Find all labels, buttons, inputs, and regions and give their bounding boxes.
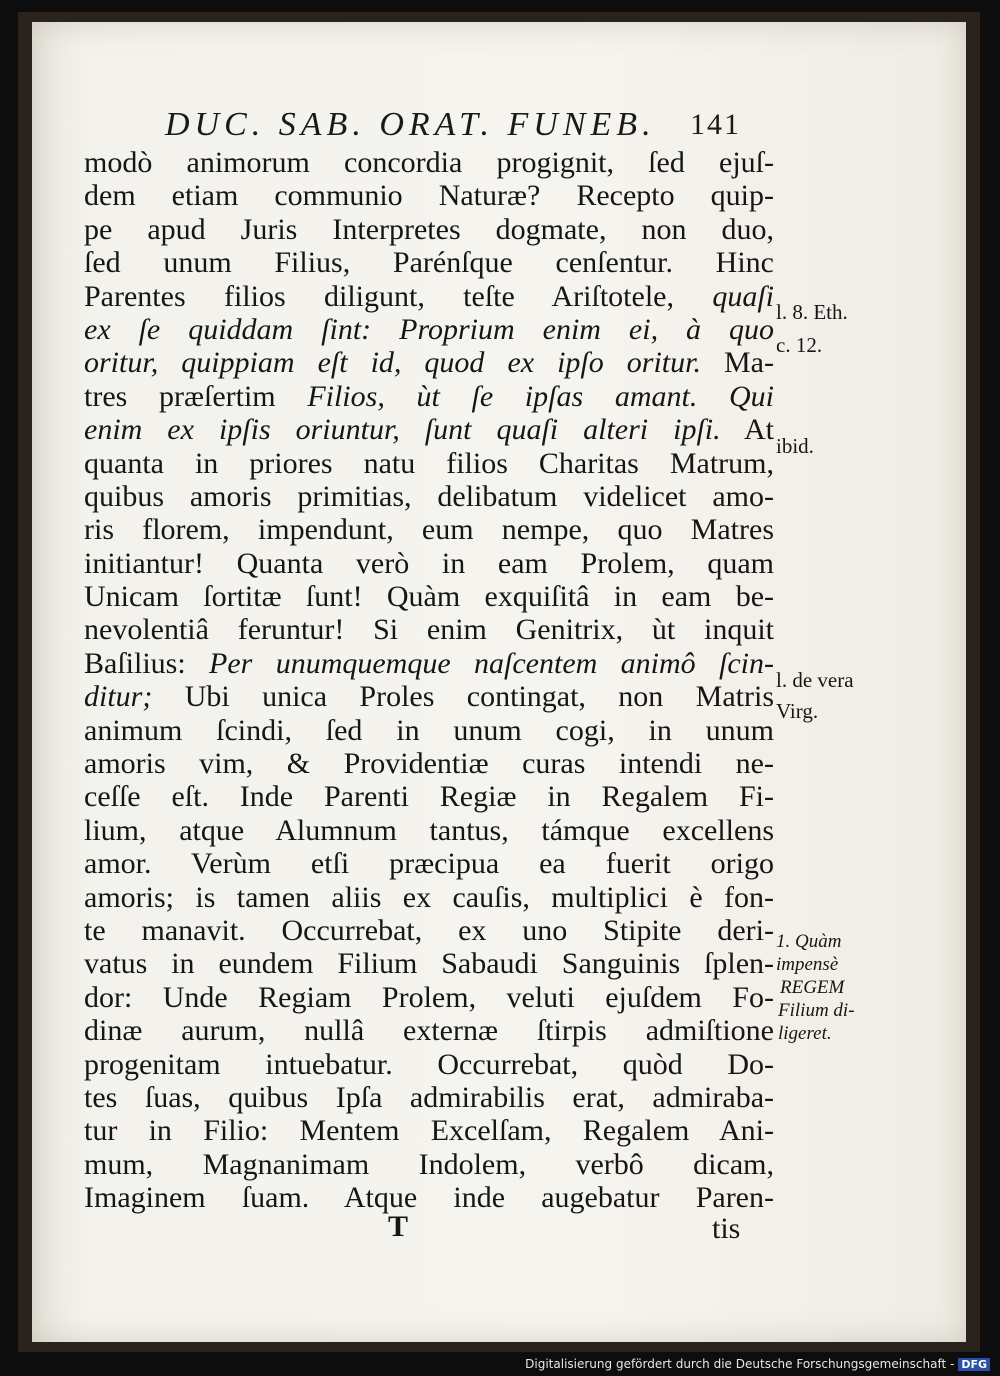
text-line — [84, 1148, 774, 1181]
text-line — [84, 413, 774, 446]
text-segment: progenitam intuebatur. Occurrebat, quòd Do- — [84, 1047, 774, 1081]
text-segment: quaſi — [712, 279, 774, 313]
text-line — [84, 1181, 774, 1214]
text-line — [84, 780, 774, 813]
text-line — [84, 213, 774, 246]
text-segment: quibus amoris primitias, delibatum videlicet amo- — [84, 479, 774, 513]
text-segment: modò animorum concordia progignit, ſed ejuſ- — [84, 146, 774, 179]
text-segment: vatus in eundem Filium Sabaudi Sanguinis ſplen- — [84, 947, 774, 981]
text-line — [84, 447, 774, 480]
catchword: tis — [712, 1212, 741, 1245]
dfg-logo: DFG — [958, 1358, 990, 1371]
text-segment: Baſilius: — [84, 646, 210, 680]
text-line — [84, 547, 774, 580]
signature-mark: T — [388, 1210, 409, 1243]
text-line — [84, 513, 774, 546]
text-segment: mum, Magnanimam Indolem, verbô dicam, — [84, 1147, 774, 1181]
text-segment: ſed unum Filius, Parénſque cenſentur. Hinc — [84, 246, 774, 280]
margin-note-ibid: ibid. — [776, 434, 814, 458]
text-segment: amoris; is tamen aliis ex cauſis, multiplici è fon- — [84, 880, 774, 914]
body-text — [84, 146, 774, 1215]
margin-note-regem: REGEM — [780, 977, 845, 998]
text-segment: quanta in priores natu filios Charitas Matrum, — [84, 446, 774, 480]
text-line — [84, 1014, 774, 1047]
text-line — [84, 1048, 774, 1081]
text-segment: ris florem, impendunt, eum nempe, quo Matres — [84, 513, 774, 547]
text-segment: ceſſe eſt. Inde Parenti Regiæ in Regalem Fi- — [84, 780, 774, 814]
text-segment: initiantur! Quanta verò in eam Prolem, quam — [84, 546, 774, 580]
text-segment: animum ſcindi, ſed in unum cogi, in unum — [84, 713, 774, 747]
text-segment: dor: Unde Regiam Prolem, veluti ejuſdem Fo- — [84, 980, 774, 1014]
text-line — [84, 947, 774, 980]
margin-note-ligeret: ligeret. — [778, 1023, 832, 1044]
text-segment: dinæ aurum, nullâ externæ ſtirpis admiſtione — [84, 1014, 774, 1048]
text-line — [84, 580, 774, 613]
text-line — [84, 613, 774, 646]
text-line — [84, 179, 774, 212]
text-segment: oritur, quippiam eſt id, quod ex ipſo oritur. — [84, 346, 701, 380]
text-segment: dem etiam communio Naturæ? Recepto quip- — [84, 179, 774, 213]
text-line — [84, 847, 774, 880]
margin-note-impense: impensè — [776, 954, 839, 975]
text-line — [84, 647, 774, 680]
scan-frame — [18, 12, 980, 1352]
text-line — [84, 680, 774, 713]
text-line — [84, 346, 774, 379]
text-segment: Imaginem ſuam. Atque inde augebatur Paren- — [84, 1181, 774, 1215]
text-segment: Parentes filios diligunt, teſte Ariſtotele, — [84, 279, 713, 313]
text-line — [84, 380, 774, 413]
text-segment: nevolentiâ feruntur! Si enim Genitrix, ùt inquit — [84, 613, 774, 647]
book-page — [32, 22, 966, 1342]
text-segment: At — [720, 413, 774, 447]
text-line — [84, 981, 774, 1014]
text-segment: Ubi unica Proles contingat, non Matris — [152, 680, 774, 714]
text-line — [84, 881, 774, 914]
text-segment: tres præſertim — [84, 379, 308, 413]
text-line — [84, 480, 774, 513]
text-segment: enim ex ipſis oriuntur, ſunt quaſi alteri ipſi. — [84, 413, 721, 447]
margin-note-filium: Filium di- — [778, 1000, 855, 1021]
text-line — [84, 814, 774, 847]
text-line — [84, 146, 774, 179]
text-segment: te manavit. Occurrebat, ex uno Stipite deri- — [84, 913, 774, 947]
text-line — [84, 747, 774, 780]
text-segment: Ma- — [700, 346, 774, 380]
text-line — [84, 914, 774, 947]
text-segment: ex ſe quiddam ſint: Proprium enim ei, à quo — [84, 312, 774, 346]
text-segment: amor. Verùm etſi præcipua ea fuerit origo — [84, 847, 774, 881]
text-segment: lium, atque Alumnum tantus, támque excellens — [84, 813, 774, 847]
text-segment: Unicam ſortitæ ſunt! Quàm exquiſitâ in eam be- — [84, 580, 774, 614]
running-title: DUC. SAB. ORAT. FUNEB. — [165, 106, 656, 143]
margin-note-c12: c. 12. — [776, 333, 823, 357]
text-segment: ditur; — [84, 680, 153, 714]
text-line — [84, 280, 774, 313]
text-line — [84, 313, 774, 346]
text-segment: Filios, ùt ſe ipſas amant. Qui — [307, 379, 774, 413]
text-line — [84, 714, 774, 747]
margin-note-quam: 1. Quàm — [776, 931, 842, 952]
margin-note-de-vera: l. de vera — [776, 668, 854, 692]
margin-note-eth: l. 8. Eth. — [776, 300, 848, 324]
text-segment: tur in Filio: Mentem Excelſam, Regalem Ani- — [84, 1114, 774, 1148]
funding-note: Digitalisierung gefördert durch die Deutsche Forschungsgemeinschaft - — [525, 1357, 955, 1371]
text-segment: tes ſuas, quibus Ipſa admirabilis erat, admiraba- — [84, 1080, 774, 1114]
text-segment: amoris vim, & Providentiæ curas intendi ne- — [84, 747, 774, 781]
page-number: 141 — [690, 108, 741, 141]
text-line — [84, 246, 774, 279]
text-line — [84, 1081, 774, 1114]
funding-footer — [525, 1357, 990, 1371]
text-line — [84, 1114, 774, 1147]
text-segment: pe apud Juris Interpretes dogmate, non duo, — [84, 212, 774, 246]
margin-note-virg: Virg. — [776, 699, 819, 723]
text-segment: Per unumquemque naſcentem animô ſcin- — [209, 646, 774, 680]
